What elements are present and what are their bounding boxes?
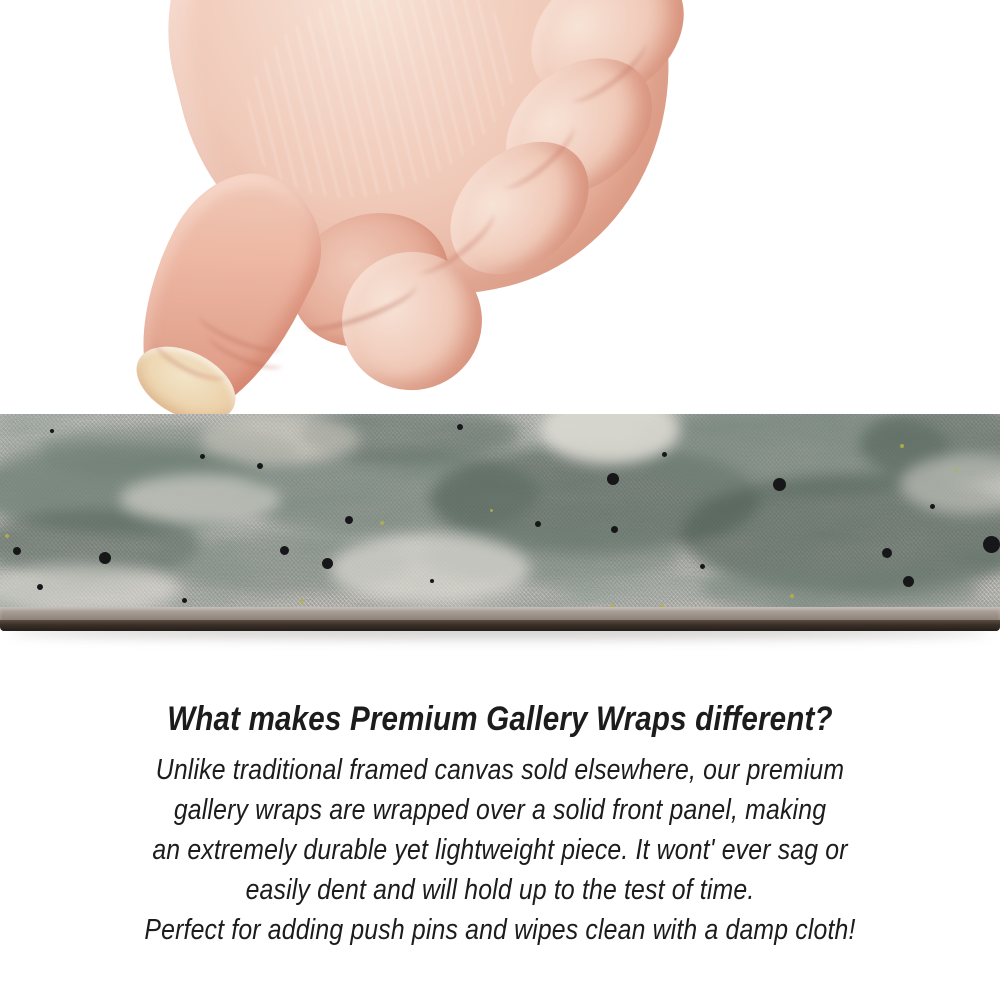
canvas-speckle: [280, 546, 289, 555]
caption-body: [65, 750, 935, 950]
canvas-speckle: [13, 547, 21, 555]
paint-blotch: [120, 474, 280, 524]
canvas-speckle: [611, 526, 618, 533]
canvas-speckle: [930, 504, 935, 509]
canvas-fold-band: [0, 607, 1000, 620]
caption-section: [65, 700, 935, 950]
canvas-strip-photo: [0, 414, 1000, 631]
canvas-speckle: [257, 463, 263, 469]
canvas-speckle: [200, 454, 205, 459]
canvas-yellow-fleck: [380, 521, 384, 525]
caption-line: easily dent and will hold up to the test of time.: [245, 874, 755, 906]
canvas-speckle: [430, 579, 434, 583]
caption-line: an extremely durable yet lightweight piece. It wont' ever sag or: [152, 834, 848, 866]
canvas-speckle: [700, 564, 705, 569]
canvas-speckle: [457, 424, 463, 430]
canvas-yellow-fleck: [900, 444, 904, 448]
canvas-yellow-fleck: [790, 594, 794, 598]
canvas-speckle: [983, 536, 1000, 553]
canvas-speckle: [182, 598, 187, 603]
paint-blotch: [330, 534, 530, 604]
canvas-speckle: [99, 552, 111, 564]
canvas-speckle: [903, 576, 914, 587]
caption-line: Unlike traditional framed canvas sold elsewhere, our premium: [155, 754, 845, 786]
canvas-speckle: [37, 584, 43, 590]
canvas-speckle: [607, 473, 619, 485]
caption-line: Perfect for adding push pins and wipes clean with a damp cloth!: [144, 914, 856, 946]
caption-heading: What makes Premium Gallery Wraps different?: [167, 700, 833, 738]
canvas-yellow-fleck: [490, 509, 493, 512]
canvas-face: [0, 414, 1000, 607]
paint-blotch: [700, 564, 980, 607]
canvas-speckle: [882, 548, 892, 558]
canvas-yellow-fleck: [955, 469, 958, 472]
caption-line: gallery wraps are wrapped over a solid front panel, making: [173, 794, 827, 826]
canvas-yellow-fleck: [300, 599, 304, 603]
canvas-speckle: [535, 521, 541, 527]
paint-blotch: [200, 414, 360, 464]
panel-dark-edge: [0, 620, 1000, 631]
canvas-speckle: [322, 558, 333, 569]
canvas-speckle: [662, 452, 667, 457]
canvas-yellow-fleck: [5, 534, 9, 538]
canvas-speckle: [345, 516, 353, 524]
canvas-speckle: [50, 429, 54, 433]
canvas-speckle: [773, 478, 786, 491]
